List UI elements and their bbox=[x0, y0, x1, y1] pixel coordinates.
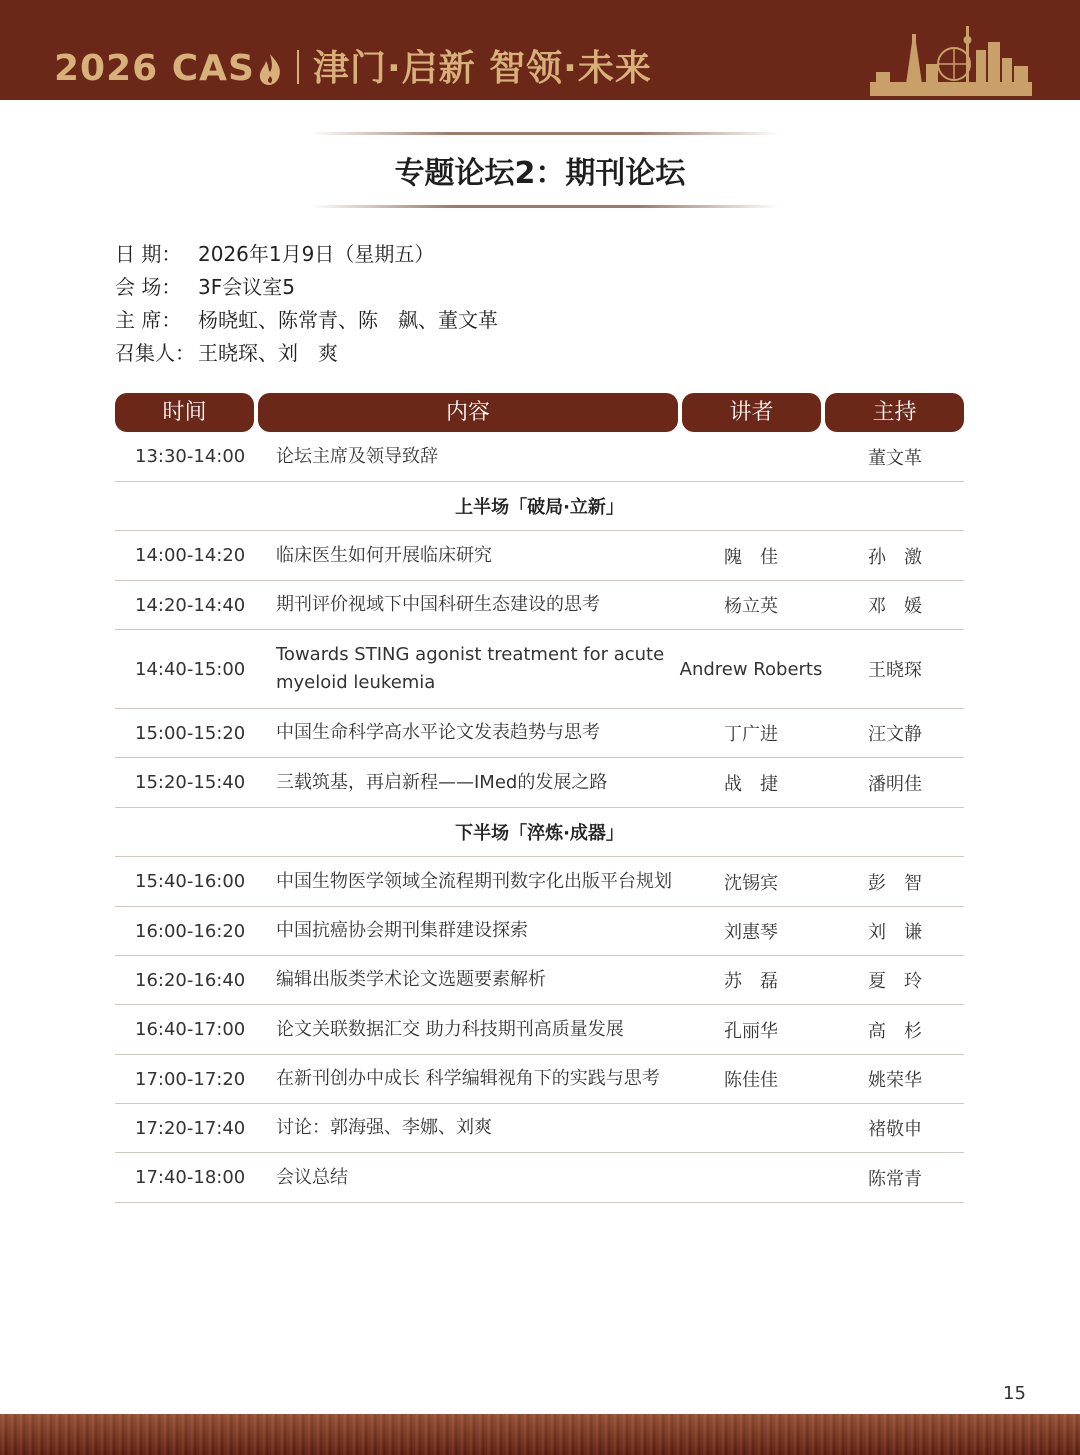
host-cell: 邓 媛 bbox=[868, 596, 922, 617]
topic-cell: 在新刊创办中成长 科学编辑视角下的实践与思考 bbox=[276, 1068, 660, 1089]
info-label: 会 场： bbox=[115, 275, 182, 299]
info-value: 杨晓虹、陈常青、陈 飙、董文革 bbox=[198, 308, 498, 332]
time-cell: 16:20-16:40 bbox=[135, 969, 246, 991]
host-cell: 姚荣华 bbox=[868, 1070, 922, 1091]
title-rule-top bbox=[310, 132, 780, 135]
speaker-cell bbox=[681, 1104, 821, 1152]
topic-cell: 讨论：郭海强、李娜、刘爽 bbox=[276, 1117, 492, 1138]
info-value: 2026年1月9日（星期五） bbox=[198, 242, 435, 266]
speaker-cell: 刘惠琴 bbox=[724, 922, 778, 943]
title-rule-bottom bbox=[310, 205, 780, 208]
host-cell: 夏 玲 bbox=[868, 971, 922, 992]
section-row: 上半场「破局·立新」 bbox=[115, 482, 964, 531]
slogan-text: 津门·启新 智领·未来 bbox=[312, 48, 652, 89]
flame-logo-icon bbox=[257, 52, 283, 95]
host-cell: 刘 谦 bbox=[868, 922, 922, 943]
topic-cell: 编辑出版类学术论文选题要素解析 bbox=[276, 969, 546, 990]
topic-cell: 期刊评价视域下中国科研生态建设的思考 bbox=[276, 594, 600, 615]
time-cell: 17:00-17:20 bbox=[135, 1068, 246, 1090]
host-cell: 孙 激 bbox=[868, 546, 922, 568]
info-label: 日 期： bbox=[115, 242, 182, 266]
table-row bbox=[115, 581, 964, 630]
header-content: 内容 bbox=[258, 393, 678, 432]
info-label: 主 席： bbox=[115, 308, 182, 332]
topic-cell: 中国生物医学领域全流程期刊数字化出版平台规划 bbox=[276, 870, 672, 892]
speaker-cell: 孔丽华 bbox=[724, 1020, 778, 1042]
footer-band bbox=[0, 1414, 1080, 1455]
info-convener bbox=[115, 337, 498, 370]
table-row bbox=[115, 907, 964, 956]
speaker-cell: 陈佳佳 bbox=[724, 1070, 778, 1091]
host-cell: 褚敬申 bbox=[868, 1119, 922, 1140]
page-title: 专题论坛2：期刊论坛 bbox=[394, 156, 686, 191]
topic-cell: 中国抗癌协会期刊集群建设探索 bbox=[276, 920, 528, 941]
section-row: 下半场「淬炼·成器」 bbox=[115, 808, 964, 857]
topic-cell: 论文关联数据汇交 助力科技期刊高质量发展 bbox=[276, 1018, 624, 1040]
session-info bbox=[115, 238, 498, 370]
table-row bbox=[115, 1055, 964, 1104]
table-row bbox=[115, 630, 964, 709]
brand-text: 2026 CAS bbox=[54, 48, 255, 89]
speaker-cell: 沈锡宾 bbox=[724, 872, 778, 894]
time-cell: 17:20-17:40 bbox=[135, 1117, 246, 1139]
info-date bbox=[115, 238, 498, 271]
header-time: 时间 bbox=[115, 393, 254, 432]
time-cell: 14:00-14:20 bbox=[135, 545, 246, 566]
table-row bbox=[115, 432, 964, 482]
table-row bbox=[115, 1104, 964, 1153]
topic-cell: Towards STING agonist treatment for acute myeloid leukemia bbox=[276, 644, 665, 693]
time-cell: 16:40-17:00 bbox=[135, 1019, 246, 1040]
time-cell: 14:40-15:00 bbox=[135, 658, 246, 680]
header-speaker: 讲者 bbox=[682, 393, 821, 432]
topic-cell: 三载筑基，再启新程——IMed的发展之路 bbox=[276, 771, 608, 793]
host-cell: 董文革 bbox=[868, 447, 922, 469]
time-cell: 17:40-18:00 bbox=[135, 1167, 246, 1188]
banner-separator bbox=[297, 50, 299, 84]
info-label: 召集人： bbox=[115, 341, 195, 365]
time-cell: 16:00-16:20 bbox=[135, 920, 246, 942]
topic-cell: 中国生命科学高水平论文发表趋势与思考 bbox=[276, 722, 600, 743]
table-row bbox=[115, 1153, 964, 1203]
host-cell: 王晓琛 bbox=[868, 660, 922, 681]
speaker-cell: 苏 磊 bbox=[724, 971, 778, 992]
host-cell: 陈常青 bbox=[868, 1168, 922, 1190]
table-row bbox=[115, 531, 964, 581]
speaker-cell: Andrew Roberts bbox=[679, 658, 823, 680]
host-cell: 高 杉 bbox=[868, 1020, 922, 1042]
info-venue bbox=[115, 271, 498, 304]
table-row bbox=[115, 956, 964, 1005]
speaker-cell: 丁广进 bbox=[724, 724, 778, 745]
time-cell: 15:00-15:20 bbox=[135, 722, 246, 744]
schedule-table bbox=[115, 432, 964, 1203]
info-chairs bbox=[115, 304, 498, 337]
time-cell: 13:30-14:00 bbox=[135, 446, 246, 467]
info-value: 3F会议室5 bbox=[198, 275, 295, 299]
time-cell: 15:40-16:00 bbox=[135, 871, 246, 892]
speaker-cell: 隗 佳 bbox=[724, 546, 778, 568]
table-row bbox=[115, 1005, 964, 1055]
topic-cell: 临床医生如何开展临床研究 bbox=[276, 544, 492, 566]
topic-cell: 会议总结 bbox=[276, 1166, 348, 1188]
info-value: 王晓琛、刘 爽 bbox=[198, 341, 338, 365]
table-row bbox=[115, 709, 964, 758]
table-row bbox=[115, 758, 964, 808]
host-cell: 潘明佳 bbox=[868, 773, 922, 795]
speaker-cell bbox=[681, 1153, 821, 1202]
header-banner bbox=[0, 0, 1080, 100]
topic-cell: 论坛主席及领导致辞 bbox=[276, 445, 438, 467]
speaker-cell: 战 捷 bbox=[724, 773, 778, 795]
host-cell: 汪文静 bbox=[868, 724, 922, 745]
banner-title bbox=[54, 40, 652, 95]
host-cell: 彭 智 bbox=[868, 872, 922, 894]
table-row bbox=[115, 857, 964, 907]
time-cell: 14:20-14:40 bbox=[135, 594, 246, 616]
time-cell: 15:20-15:40 bbox=[135, 772, 246, 793]
city-skyline-icon bbox=[866, 20, 1036, 98]
page-number: 15 bbox=[1003, 1383, 1026, 1404]
speaker-cell: 杨立英 bbox=[724, 596, 778, 617]
header-host: 主持 bbox=[825, 393, 964, 432]
speaker-cell bbox=[681, 432, 821, 481]
